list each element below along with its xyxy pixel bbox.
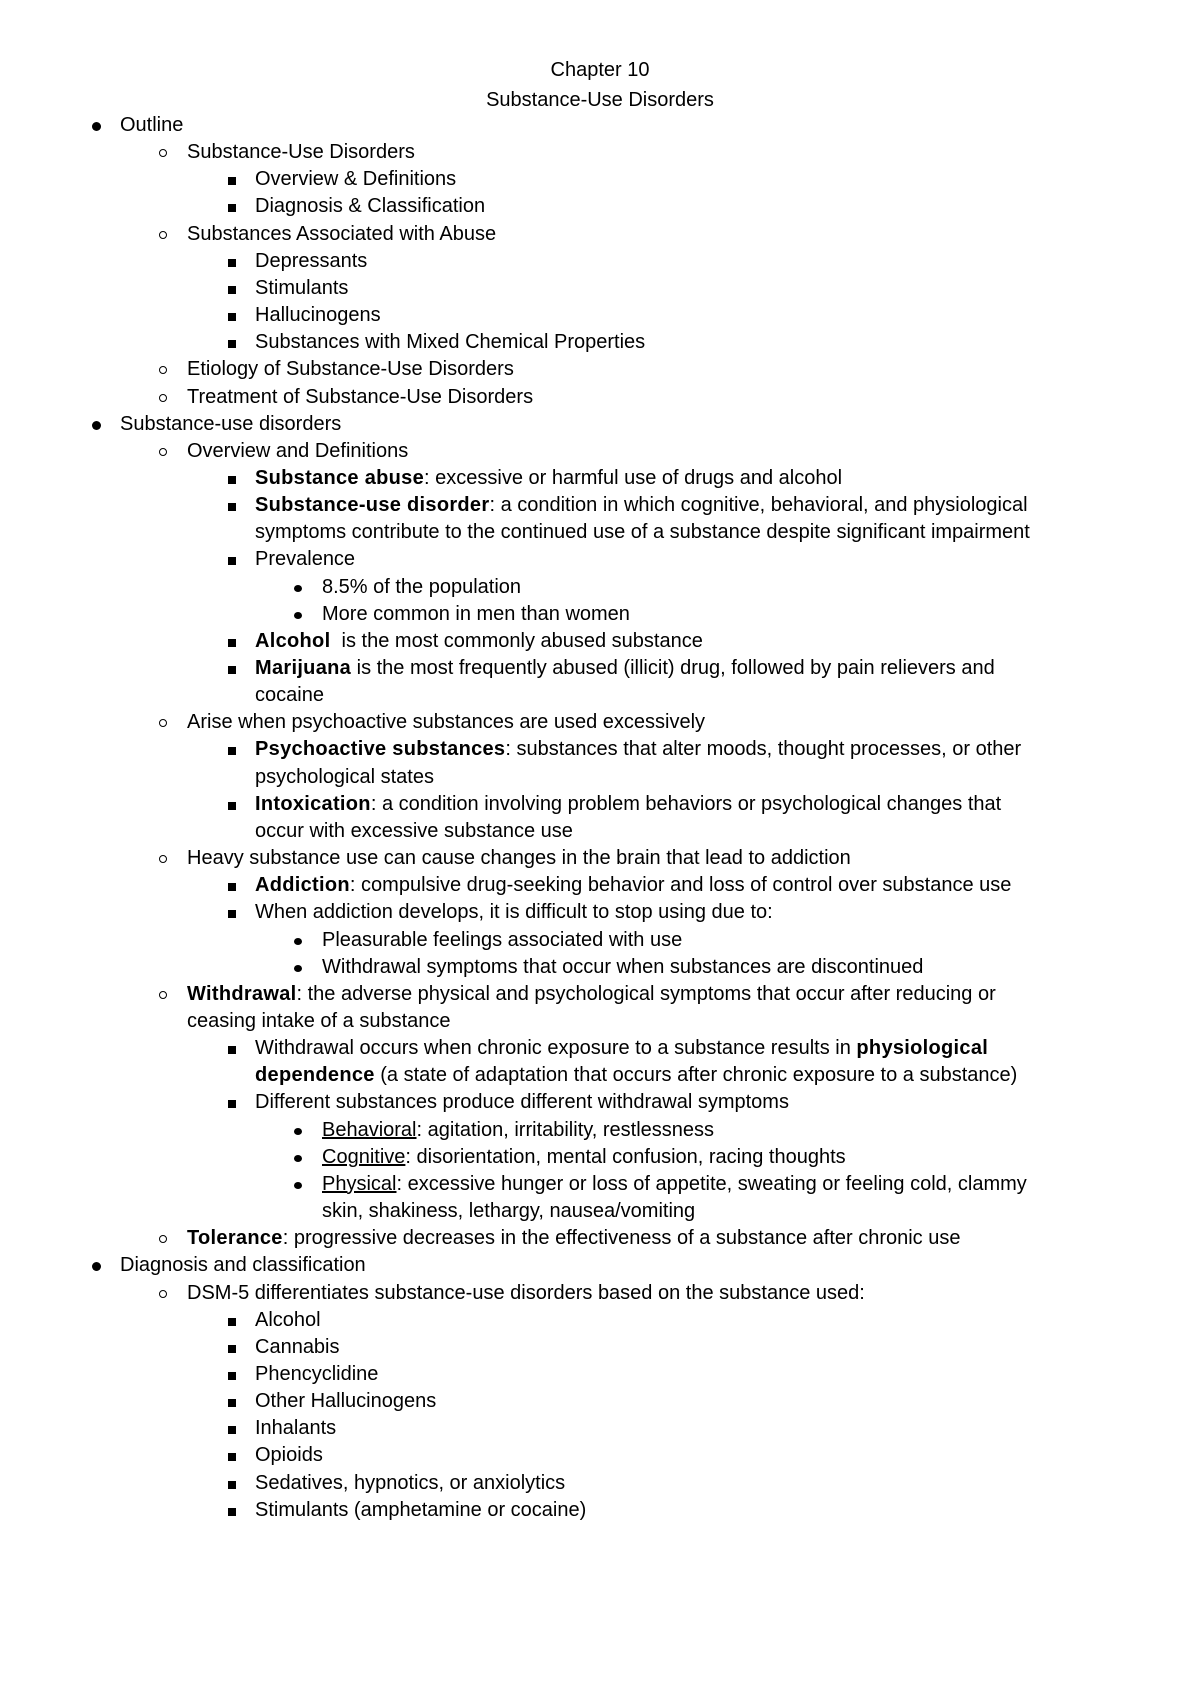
outline-item-text	[255, 194, 485, 218]
outline-item-text	[187, 1009, 451, 1033]
text-run: Heavy substance use can cause changes in the brain that lead to addiction	[187, 847, 851, 869]
square-bullet-icon	[223, 1443, 243, 1467]
bullet-icon	[290, 602, 310, 626]
outline-item-text	[255, 656, 995, 680]
outline-item-text	[187, 846, 851, 870]
outline-item-text	[255, 1471, 565, 1495]
text-run: Phencyclidine	[255, 1362, 379, 1385]
text-run: Treatment of Substance-Use Disorders	[187, 385, 534, 408]
text-run: Overview and Definitions	[187, 439, 409, 462]
square-bullet-icon	[223, 1498, 243, 1522]
square-bullet-icon	[223, 900, 243, 924]
text-run: Substance-Use Disorders	[187, 141, 415, 164]
bold-term: Addiction	[255, 874, 350, 897]
text-run: Alcohol	[255, 1308, 321, 1331]
outline-item-text	[255, 1416, 336, 1440]
outline-item-text	[322, 1172, 1027, 1196]
text-run: : a condition involving problem behaviors or psychological changes that	[370, 792, 1002, 815]
outline-item-text	[187, 1226, 961, 1250]
outline-item-text	[255, 1063, 1017, 1087]
outline-item-text	[322, 928, 682, 952]
text-run: : the adverse physical and psychological symptoms that occur after reducing or	[296, 982, 996, 1005]
text-run: More common in men than women	[322, 602, 630, 625]
square-bullet-icon	[223, 167, 243, 191]
outline-item-text	[255, 466, 842, 490]
outline-item-text	[255, 629, 703, 653]
outline-item-text	[322, 575, 521, 599]
hollow-bullet-icon	[155, 439, 175, 463]
square-bullet-icon	[223, 249, 243, 273]
hollow-bullet-icon	[155, 1281, 175, 1305]
text-run: Stimulants (amphetamine or cocaine)	[255, 1498, 587, 1521]
square-bullet-icon	[223, 737, 243, 761]
outline-item-text	[255, 547, 355, 571]
text-run: cocaine	[255, 684, 324, 707]
outline-item-text	[255, 900, 773, 924]
text-run: : a condition in which cognitive, behavioral, and physiological	[489, 494, 1028, 517]
text-run: Different substances produce different withdrawal symptoms	[255, 1091, 789, 1114]
underlined-term: Behavioral	[322, 1118, 417, 1141]
square-bullet-icon	[223, 303, 243, 327]
text-run: Opioids	[255, 1444, 323, 1467]
bullet-icon	[290, 928, 310, 952]
text-run: Substance-use disorders	[120, 412, 342, 435]
outline-item-text	[255, 765, 434, 789]
underlined-term: Physical	[322, 1172, 397, 1195]
text-run: DSM-5 differentiates substance-use disorders based on the substance used:	[187, 1281, 865, 1304]
text-run: (a state of adaptation that occurs after chronic exposure to a substance)	[374, 1064, 1018, 1087]
bullet-icon	[290, 1118, 310, 1142]
square-bullet-icon	[223, 1308, 243, 1332]
text-run: Arise when psychoactive substances are used excessively	[187, 711, 706, 734]
outline-item-text	[255, 792, 1001, 816]
underlined-term: Cognitive	[322, 1145, 406, 1168]
square-bullet-icon	[223, 873, 243, 897]
outline-item-text	[255, 737, 1021, 761]
hollow-bullet-icon	[155, 710, 175, 734]
outline-item-text	[187, 385, 533, 409]
text-run: Pleasurable feelings associated with use	[322, 928, 683, 951]
bold-term: Substance-use disorder	[255, 494, 490, 517]
square-bullet-icon	[223, 194, 243, 218]
outline-item-text	[187, 222, 496, 246]
bullet-icon	[88, 412, 108, 436]
chapter-heading: Chapter 10	[550, 59, 650, 81]
hollow-bullet-icon	[155, 385, 175, 409]
text-run: Inhalants	[255, 1417, 337, 1440]
square-bullet-icon	[223, 1090, 243, 1114]
hollow-bullet-icon	[155, 140, 175, 164]
text-run: : agitation, irritability, restlessness	[416, 1118, 715, 1141]
hollow-bullet-icon	[155, 222, 175, 246]
text-run: Overview & Definitions	[255, 168, 457, 191]
text-run: Prevalence	[255, 548, 356, 571]
square-bullet-icon	[223, 547, 243, 571]
square-bullet-icon	[223, 276, 243, 300]
text-run: Etiology of Substance-Use Disorders	[187, 358, 514, 381]
outline-item-text	[255, 303, 381, 327]
text-run: Stimulants	[255, 276, 349, 299]
hollow-bullet-icon	[155, 357, 175, 381]
text-run: occur with excessive substance use	[255, 819, 573, 842]
outline-item-text	[255, 1090, 789, 1114]
bold-term: Tolerance	[187, 1227, 283, 1250]
text-run: skin, shakiness, lethargy, nausea/vomiting	[322, 1200, 696, 1222]
text-run: 8.5% of the population	[322, 575, 522, 598]
bold-term: Psychoactive substances	[255, 738, 506, 761]
text-run: psychological states	[255, 765, 434, 788]
text-run: Substances with Mixed Chemical Properties	[255, 331, 646, 354]
text-run: ceasing intake of a substance	[187, 1009, 451, 1032]
bullet-icon	[290, 1172, 310, 1196]
text-run: : disorientation, mental confusion, racing thoughts	[405, 1145, 846, 1168]
text-run: : excessive or harmful use of drugs and alcohol	[424, 466, 843, 489]
outline-item-text	[322, 1199, 695, 1223]
square-bullet-icon	[223, 1416, 243, 1440]
square-bullet-icon	[223, 1036, 243, 1060]
text-run: Depressants	[255, 249, 368, 272]
outline-item-text	[255, 1443, 323, 1467]
outline-item-text	[187, 1281, 865, 1305]
outline-item-text	[255, 276, 348, 300]
bullet-icon	[290, 955, 310, 979]
outline-item-text	[255, 1036, 988, 1060]
outline-item-text	[255, 1362, 378, 1386]
bold-term: Substance abuse	[255, 466, 425, 489]
text-run: Substances Associated with Abuse	[187, 222, 497, 245]
hollow-bullet-icon	[155, 982, 175, 1006]
text-run: : substances that alter moods, thought processes, or other	[505, 738, 1022, 761]
square-bullet-icon	[223, 493, 243, 517]
outline-item-text	[255, 683, 324, 707]
text-run: : compulsive drug-seeking behavior and loss of control over substance use	[349, 874, 1012, 897]
outline-item-text	[255, 873, 1011, 897]
outline-item-text	[255, 1389, 436, 1413]
text-run: Cannabis	[255, 1335, 340, 1358]
bullet-icon	[88, 113, 108, 137]
hollow-bullet-icon	[155, 1226, 175, 1250]
square-bullet-icon	[223, 1471, 243, 1495]
outline-item-text	[187, 439, 408, 463]
outline-item-text	[322, 1118, 714, 1142]
bold-term: physiological	[856, 1037, 989, 1060]
square-bullet-icon	[223, 656, 243, 680]
text-run: Outline	[120, 114, 184, 136]
text-run: Diagnosis and classification	[120, 1254, 366, 1277]
outline-item-text	[120, 412, 341, 436]
outline-item-text	[255, 1335, 340, 1359]
outline-item-text	[187, 982, 996, 1006]
square-bullet-icon	[223, 792, 243, 816]
outline-item-text	[322, 602, 630, 626]
text-run: Other Hallucinogens	[255, 1390, 437, 1412]
square-bullet-icon	[223, 1362, 243, 1386]
outline-item-text	[255, 249, 367, 273]
text-run: : excessive hunger or loss of appetite, sweating or feeling cold, clammy	[396, 1172, 1027, 1195]
bold-term: Withdrawal	[187, 982, 297, 1005]
outline-item-text	[120, 1253, 366, 1277]
text-run: is the most frequently abused (illicit) drug, followed by pain relievers and	[351, 657, 995, 679]
text-run: : progressive decreases in the effectiveness of a substance after chronic use	[282, 1227, 961, 1250]
outline-item-text	[187, 710, 705, 734]
square-bullet-icon	[223, 629, 243, 653]
outline-item-text	[120, 113, 183, 137]
bullet-icon	[88, 1253, 108, 1277]
bullet-icon	[290, 575, 310, 599]
outline-item-text	[255, 330, 645, 354]
text-run: Hallucinogens	[255, 304, 381, 326]
bold-term: Intoxication	[255, 792, 371, 815]
text-run: symptoms contribute to the continued use of a substance despite significant impairment	[255, 521, 1030, 544]
bold-term: Alcohol	[255, 629, 331, 652]
text-run: Withdrawal symptoms that occur when substances are discontinued	[322, 955, 924, 978]
hollow-bullet-icon	[155, 846, 175, 870]
outline-item-text	[255, 493, 1028, 517]
square-bullet-icon	[223, 1389, 243, 1413]
outline-item-text	[255, 1308, 321, 1332]
bold-term: Marijuana	[255, 657, 352, 679]
outline-item-text	[322, 1145, 846, 1169]
text-run: Sedatives, hypnotics, or anxiolytics	[255, 1471, 566, 1494]
square-bullet-icon	[223, 330, 243, 354]
outline-item-text	[255, 819, 573, 843]
outline-item-text	[187, 140, 415, 164]
bold-term: dependence	[255, 1064, 375, 1087]
text-run: Withdrawal occurs when chronic exposure to a substance results in	[255, 1037, 857, 1060]
text-run: Diagnosis & Classification	[255, 195, 486, 218]
outline-item-text	[187, 357, 514, 381]
outline-item-text	[255, 520, 1030, 544]
outline-item-text	[255, 167, 456, 191]
text-run: When addiction develops, it is difficult to stop using due to:	[255, 901, 773, 924]
outline-item-text	[255, 1498, 586, 1522]
square-bullet-icon	[223, 1335, 243, 1359]
square-bullet-icon	[223, 466, 243, 490]
outline-item-text	[322, 955, 923, 979]
bullet-icon	[290, 1145, 310, 1169]
text-run: is the most commonly abused substance	[330, 629, 703, 652]
chapter-subtitle: Substance-Use Disorders	[486, 89, 714, 111]
